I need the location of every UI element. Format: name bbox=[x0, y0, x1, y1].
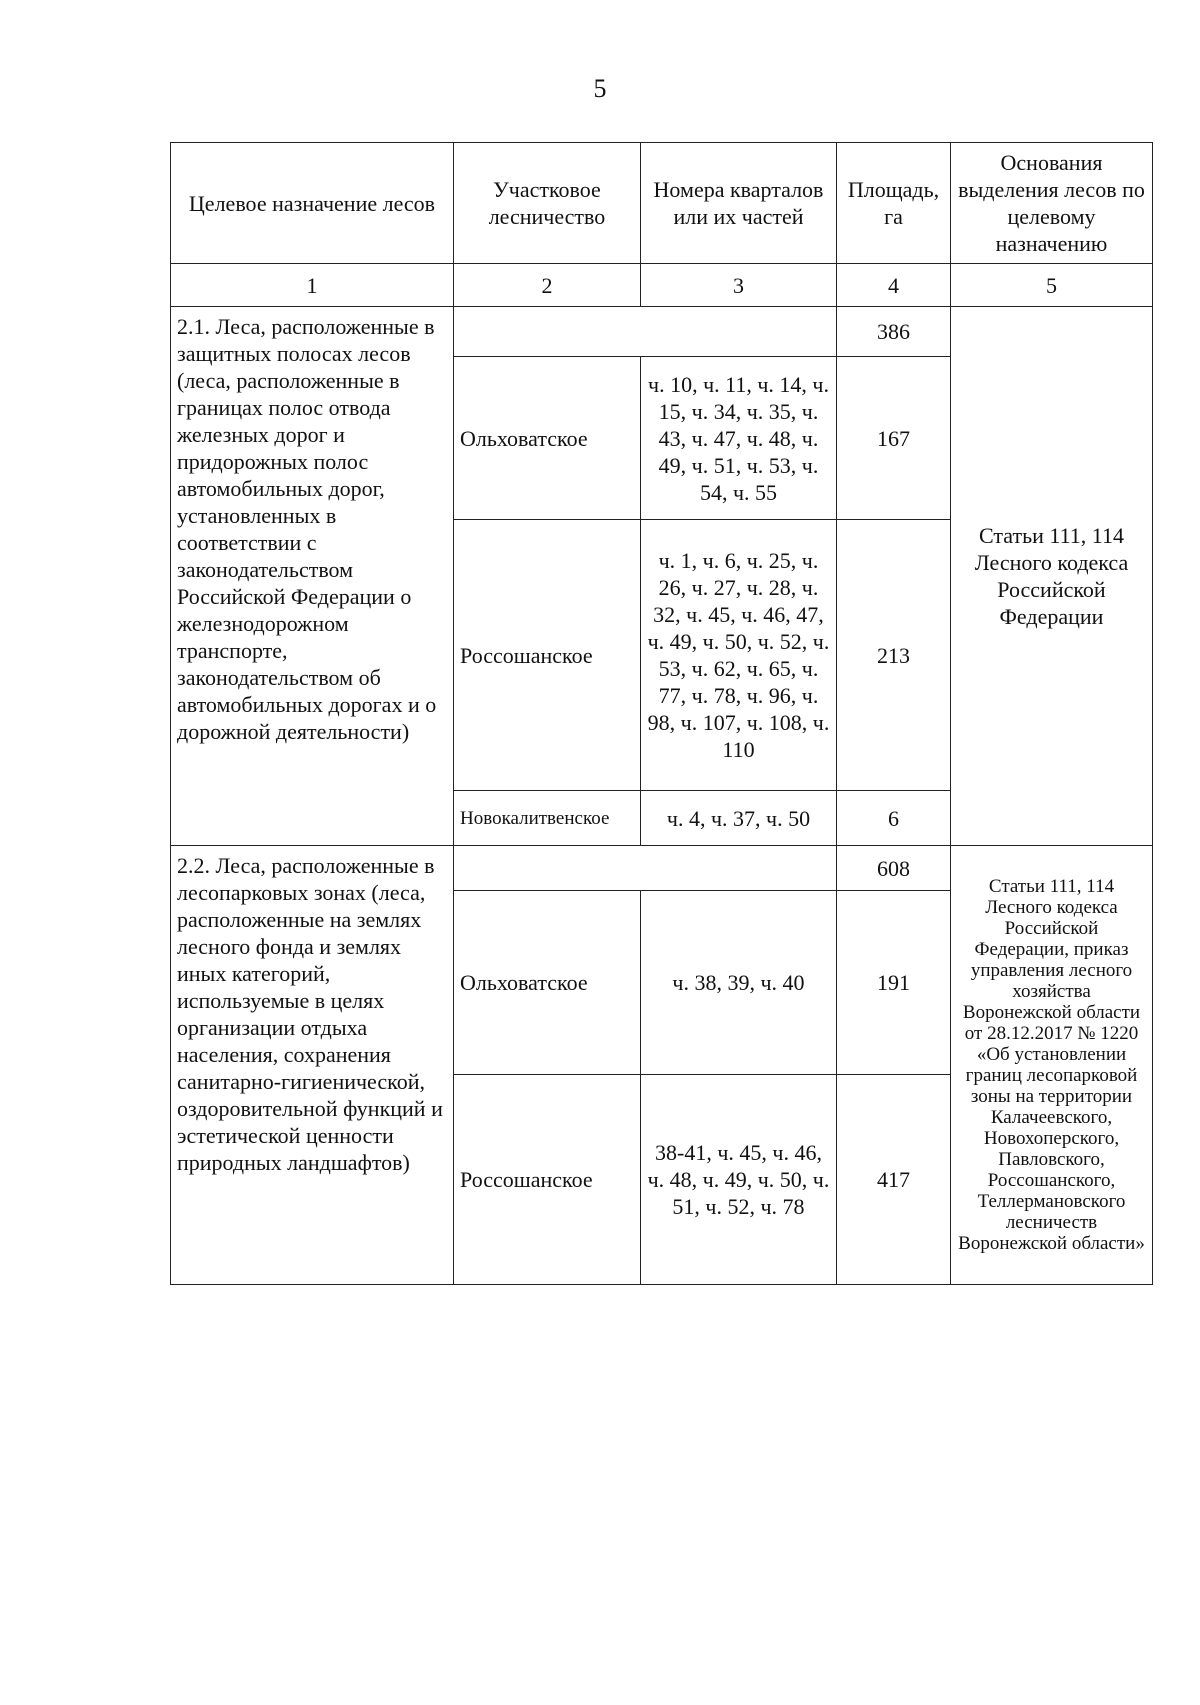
table-row bbox=[171, 846, 1153, 891]
forestry-cell: Россошанское bbox=[454, 520, 641, 791]
area-cell: 167 bbox=[837, 357, 951, 520]
area-cell: 417 bbox=[837, 1075, 951, 1285]
forest-purpose-table bbox=[170, 142, 1153, 1285]
empty-cell bbox=[454, 307, 837, 357]
quarters-cell: ч. 1, ч. 6, ч. 25, ч. 26, ч. 27, ч. 28, ч. 32, ч. 45, ч. 46, 47, ч. 49, ч. 50, ч. 52, ч. 53, ч. 62, ч. 65, ч. 77, ч. 78, ч. 96, ч. 98, ч. 107, ч. 108, ч. 110 bbox=[641, 520, 837, 791]
page-number: 5 bbox=[593, 74, 607, 103]
table-header-row bbox=[171, 143, 1153, 264]
header-area: Площадь, га bbox=[837, 143, 951, 264]
empty-cell bbox=[454, 846, 837, 891]
header-forestry: Участковое лесничество bbox=[454, 143, 641, 264]
area-cell: 213 bbox=[837, 520, 951, 791]
column-number: 1 bbox=[171, 264, 454, 307]
column-number: 4 bbox=[837, 264, 951, 307]
column-number-row bbox=[171, 264, 1153, 307]
column-number: 2 bbox=[454, 264, 641, 307]
header-purpose: Целевое назначение лесов bbox=[171, 143, 454, 264]
quarters-cell: 38-41, ч. 45, ч. 46, ч. 48, ч. 49, ч. 50, ч. 51, ч. 52, ч. 78 bbox=[641, 1075, 837, 1285]
basis-cell: Статьи 111, 114 Лесного кодекса Российской Федерации, приказ управления лесного хозяйства Воронежской области от 28.12.2017 № 1220 «Об установлении границ лесопарковой зоны на территории Калачеевского, Новохоперского, Павловского, Россошанского, Теллермановского лесничеств Воронежской области» bbox=[951, 846, 1153, 1285]
forestry-cell: Новокалитвенское bbox=[454, 791, 641, 846]
header-quarters: Номера кварталов или их частей bbox=[641, 143, 837, 264]
table-row bbox=[171, 307, 1153, 357]
area-cell: 191 bbox=[837, 891, 951, 1075]
forestry-cell: Россошанское bbox=[454, 1075, 641, 1285]
purpose-cell: 2.1. Леса, расположенные в защитных полосах лесов (леса, расположенные в границах полос отвода железных дорог и придорожных полос автомобильных дорог, установленных в соответствии с законодательством Российской Федерации о железнодорожном транспорте, законодательством об автомобильных дорогах и о дорожной деятельности) bbox=[171, 307, 454, 846]
basis-cell: Статьи 111, 114 Лесного кодекса Российской Федерации bbox=[951, 307, 1153, 846]
purpose-cell: 2.2. Леса, расположенные в лесопарковых зонах (леса, расположенные на землях лесного фонда и землях иных категорий, используемые в целях организации отдыха населения, сохранения санитарно-гигиенической, оздоровительной функций и эстетической ценности природных ландшафтов) bbox=[171, 846, 454, 1285]
column-number: 3 bbox=[641, 264, 837, 307]
quarters-cell: ч. 4, ч. 37, ч. 50 bbox=[641, 791, 837, 846]
total-area-cell: 608 bbox=[837, 846, 951, 891]
header-basis: Основания выделения лесов по целевому назначению bbox=[951, 143, 1153, 264]
forestry-cell: Ольховатское bbox=[454, 357, 641, 520]
total-area-cell: 386 bbox=[837, 307, 951, 357]
forestry-cell: Ольховатское bbox=[454, 891, 641, 1075]
quarters-cell: ч. 10, ч. 11, ч. 14, ч. 15, ч. 34, ч. 35, ч. 43, ч. 47, ч. 48, ч. 49, ч. 51, ч. 53, ч. 54, ч. 55 bbox=[641, 357, 837, 520]
column-number: 5 bbox=[951, 264, 1153, 307]
quarters-cell: ч. 38, 39, ч. 40 bbox=[641, 891, 837, 1075]
area-cell: 6 bbox=[837, 791, 951, 846]
